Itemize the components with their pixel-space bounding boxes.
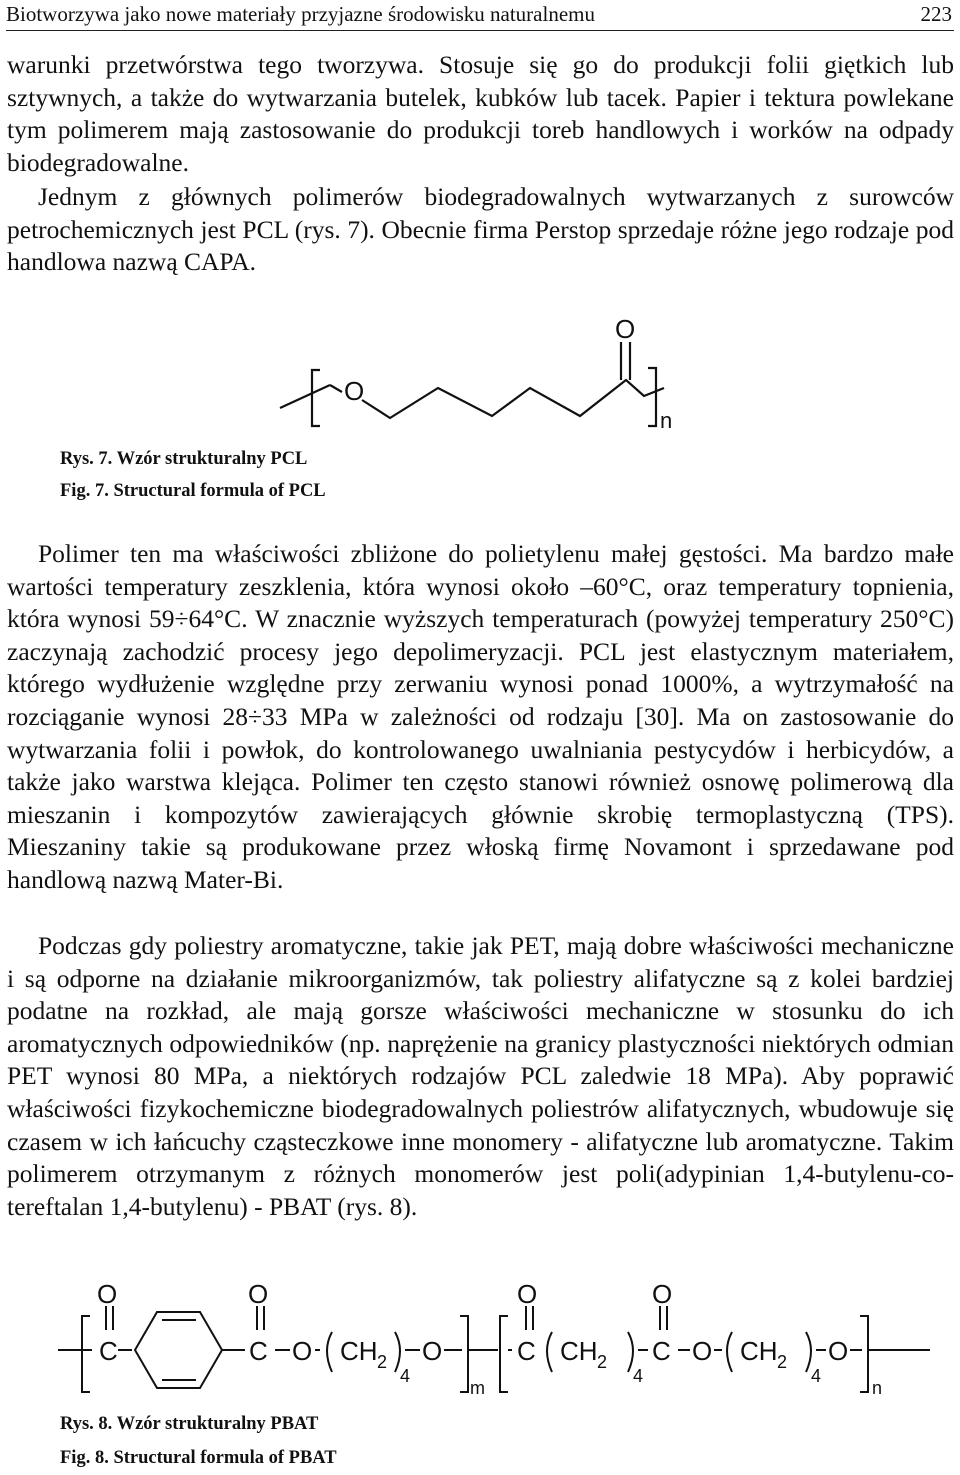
pbat-oxygen-4: O bbox=[652, 1280, 673, 1309]
pbat-carbon-4: C bbox=[652, 1336, 671, 1366]
figure-8-caption-en: Fig. 8. Structural formula of PBAT bbox=[60, 1448, 337, 1468]
paragraph-1: warunki przetwórstwa tego tworzywa. Stosuje się go do produkcji folii giętkich lub sztywnych, a także do wytwarzania butelek, kubków lub tacek. Papier i tektura powlekane tym polimerem mają zastosowanie do produkcji toreb handlowych i worków na odpady biodegradowalne. bbox=[7, 50, 954, 178]
figure-8-caption-pl: Rys. 8. Wzór strukturalny PBAT bbox=[60, 1414, 319, 1434]
pbat-ester-oxygen-3: O bbox=[692, 1336, 713, 1366]
pbat-sub4-2: 4 bbox=[633, 1366, 644, 1386]
figure-7-caption-en: Fig. 7. Structural formula of PCL bbox=[60, 481, 326, 501]
pbat-carbon-2: C bbox=[249, 1336, 268, 1366]
paragraph-3: Polimer ten ma właściwości zbliżone do polietylenu małej gęstości. Ma bardzo małe wartości temperatury zeszklenia, która wynosi około –60°C, oraz temperatury topnienia, która wynosi 59÷64°C. W znacznie wyższych temperaturach (powyżej temperatury 250°C) zaczynają zachodzić procesy jego depolimeryzacji. PCL jest elastycznym materiałem, którego wydłużenie względne przy zerwaniu wynosi ponad 1000%, a wytrzymałość na rozciąganie wynosi 28÷33 MPa w zależności od rodzaju [30]. Ma on zastosowanie do wytwarzania folii i powłok, do kontrolowanego uwalniania pestycydów i herbicydów, a także jako warstwa klejąca. Polimer ten często stanowi również osnowę polimerową dla mieszanin i kompozytów zawierających głównie skrobię termoplastyczną (TPS). Mieszaniny takie są produkowane przez włoską firmę Novamont i sprzedawane pod handlową nazwą Mater-Bi. bbox=[7, 539, 954, 894]
pbat-ester-oxygen-1: O bbox=[292, 1336, 313, 1366]
pbat-carbon-3: C bbox=[517, 1336, 536, 1366]
pbat-sub2-1: 2 bbox=[377, 1352, 388, 1372]
pbat-ester-oxygen-2: O bbox=[422, 1336, 443, 1366]
pbat-subscript-m: m bbox=[470, 1378, 485, 1398]
pbat-methylene-1: CH bbox=[340, 1336, 378, 1366]
pcl-repeat-subscript: n bbox=[660, 408, 673, 433]
pbat-sub2-3: 2 bbox=[777, 1352, 788, 1372]
pbat-oxygen-1: O bbox=[97, 1280, 118, 1309]
running-head-title: Biotworzywa jako nowe materiały przyjazne środowisku naturalnemu bbox=[6, 2, 595, 26]
pbat-sub4-3: 4 bbox=[811, 1366, 822, 1386]
pbat-bonds bbox=[58, 1306, 930, 1392]
pbat-sub4-1: 4 bbox=[400, 1366, 411, 1386]
page-number: 223 bbox=[920, 2, 952, 26]
pcl-bonds bbox=[280, 342, 664, 426]
running-head bbox=[6, 0, 954, 31]
pbat-methylene-3: CH bbox=[740, 1336, 778, 1366]
pbat-methylene-2: CH bbox=[560, 1336, 598, 1366]
paragraph-4: Podczas gdy poliestry aromatyczne, takie jak PET, mają dobre właściwości mechaniczne i są odporne na działanie mikroorganizmów, tak poliestry alifatyczne są z kolei bardziej podatne na rozkład, ale mają gorsze właściwości mechaniczne w stosunku do ich aromatycznych odpowiedników (np. naprężenie na granicy plastyczności niektórych odmian PET wynosi 80 MPa, a niektórych rodzajów PCL zaledwie 18 MPa). Aby poprawić właściwości fizykochemiczne biodegradowalnych poliestrów alifatycznych, wbudowuje się czasem w ich łańcuchy cząsteczkowe inne monomery - alifatyczne lub aromatyczne. Takim polimerem otrzymanym z różnych monomerów jest poli(adypinian 1,4-butylenu-co-tereftalan 1,4-butylenu) - PBAT (rys. 8). bbox=[7, 931, 954, 1221]
pbat-sub2-2: 2 bbox=[597, 1352, 608, 1372]
figure-7-caption-pl: Rys. 7. Wzór strukturalny PCL bbox=[60, 449, 308, 469]
paragraph-2: Jednym z głównych polimerów biodegradowalnych wytwarzanych z surowców petrochemicznych jest PCL (rys. 7). Obecnie firma Perstop sprzedaje różne jego rodzaje pod handlowa nazwą CAPA. bbox=[7, 182, 954, 277]
pcl-ring-oxygen: O bbox=[344, 376, 365, 406]
pbat-oxygen-3: O bbox=[517, 1280, 538, 1309]
pbat-subscript-n: n bbox=[872, 1378, 883, 1398]
pbat-structural-formula bbox=[50, 1280, 950, 1400]
pbat-carbon-1: C bbox=[99, 1336, 118, 1366]
pcl-carbonyl-oxygen: O bbox=[615, 314, 636, 344]
pbat-ester-oxygen-4: O bbox=[828, 1336, 849, 1366]
pcl-structural-formula bbox=[270, 300, 690, 440]
pbat-oxygen-2: O bbox=[248, 1280, 269, 1309]
